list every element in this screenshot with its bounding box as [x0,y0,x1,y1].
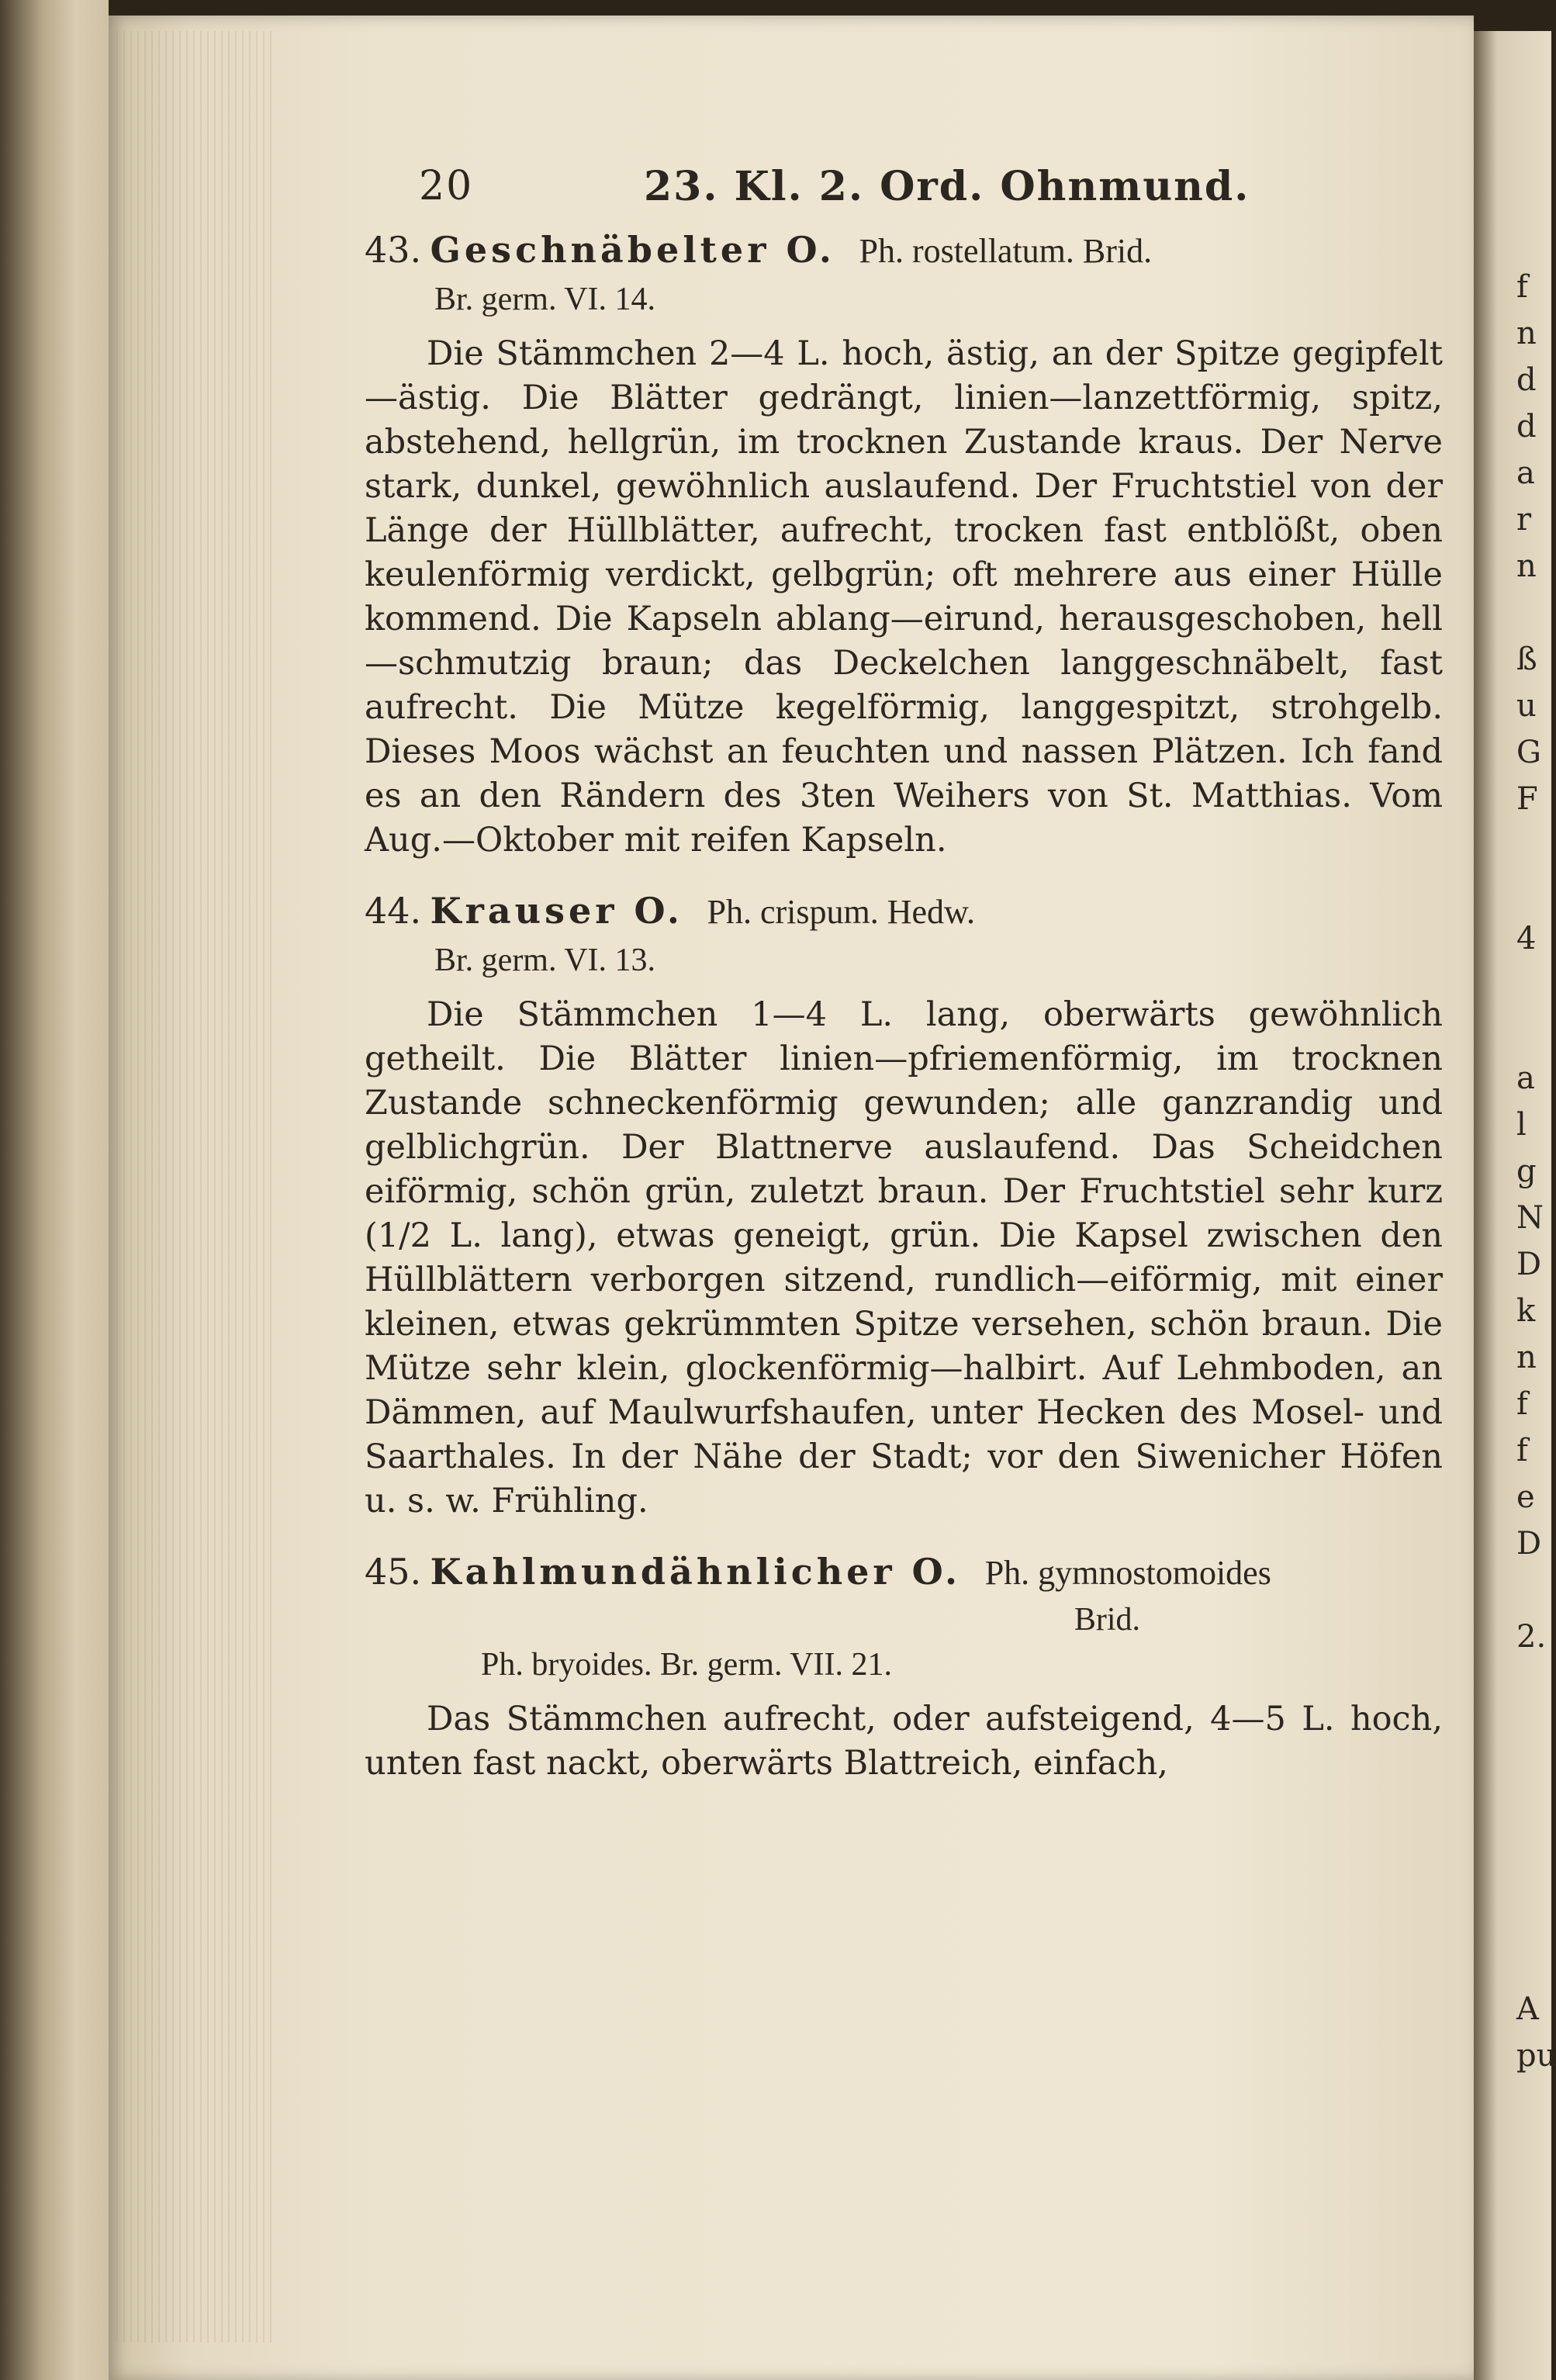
entry-44 [365,886,1466,1524]
entry-reference: Br. germ. VI. 14. [434,282,656,317]
entry-heading [365,225,1466,276]
page-edges [116,31,271,2343]
entry-reference: Ph. bryoides. Br. germ. VII. 21. [481,1647,893,1683]
entry-name: Krauser O. [430,890,683,932]
entry-heading [365,1547,1466,1598]
book-spine-edge [0,0,109,2380]
entry-description: Die Stämmchen 2—4 L. hoch, ästig, an der Spitze gegipfelt—ästig. Die Blätter gedrängt, linien—lanzettförmig, spitz, abstehend, hellgrün, im trocknen Zustande kraus. Der Nerve stark, dunkel, gewöhnlich auslaufend. Der Fruchtstiel von der Länge der Hüllblätter, aufrecht, trocken fast entblößt, oben keulenförmig verdickt, gelbgrün; oft mehrere aus einer Hülle kommend. Die Kapseln ablang—eirund, herausgeschoben, hell—schmutzig braun; das Deckelchen langgeschnäbelt, fast aufrecht. Die Mütze kegelförmig, langgespitzt, strohgelb. Dieses Moos wächst an feuchten und nassen Plätzen. Ich fand es an den Rändern des 3ten Weihers von St. Matthias. Vom Aug.—Oktober mit reifen Kapseln. [365,334,1443,860]
entry-latin: Ph. crispum. Hedw. [707,893,975,931]
entry-reference: Br. germ. VI. 13. [434,943,656,978]
running-head: 23. Kl. 2. Ord. Ohnmund. [644,163,1250,210]
facing-page-fragments: f n d d a r n ß u G F 4 a l g N D k n f f e D 2. A pu [1516,269,1556,2074]
entry-number: 45. [365,1551,422,1593]
entry-43 [365,225,1466,863]
page-number: 20 [419,163,474,209]
entry-name: Kahlmundähnlicher O. [430,1551,962,1593]
entry-latin: Ph. gymnostomoides [984,1554,1271,1592]
entry-number: 43. [365,229,422,271]
entry-name: Geschnäbelter O. [430,229,835,271]
entry-description: Die Stämmchen 1—4 L. lang, oberwärts gewöhnlich getheilt. Die Blätter linien—pfriemenförmig, im trocknen Zustande schneckenförmig gewunden; alle ganzrandig und gelblichgrün. Der Blattnerve auslaufend. Das Scheidchen eiförmig, schön grün, zuletzt braun. Der Fruchtstiel sehr kurz (1/2 L. lang), etwas geneigt, grün. Die Kapsel zwischen den Hüllblättern verborgen sitzend, rundlich—eiförmig, mit einer kleinen, etwas gekrümmten Spitze versehen, schön braun. Die Mütze sehr klein, glockenförmig—halbirt. Auf Lehmboden, an Dämmen, auf Maulwurfshaufen, unter Hecken des Mosel- und Saarthales. In der Nähe der Stadt; vor den Siwenicher Höfen u. s. w. Frühling. [365,995,1443,1520]
page-content [365,147,1466,1809]
entry-latin: Ph. rostellatum. Brid. [859,232,1153,270]
entry-number: 44. [365,890,422,932]
entry-45 [365,1547,1466,1786]
entry-description: Das Stämmchen aufrecht, oder aufsteigend, 4—5 L. hoch, unten fast nackt, oberwärts Blattreich, einfach, [365,1700,1443,1783]
page-header [365,147,1466,217]
entry-latin-author: Brid. [1074,1602,1140,1638]
entry-heading [365,886,1466,937]
